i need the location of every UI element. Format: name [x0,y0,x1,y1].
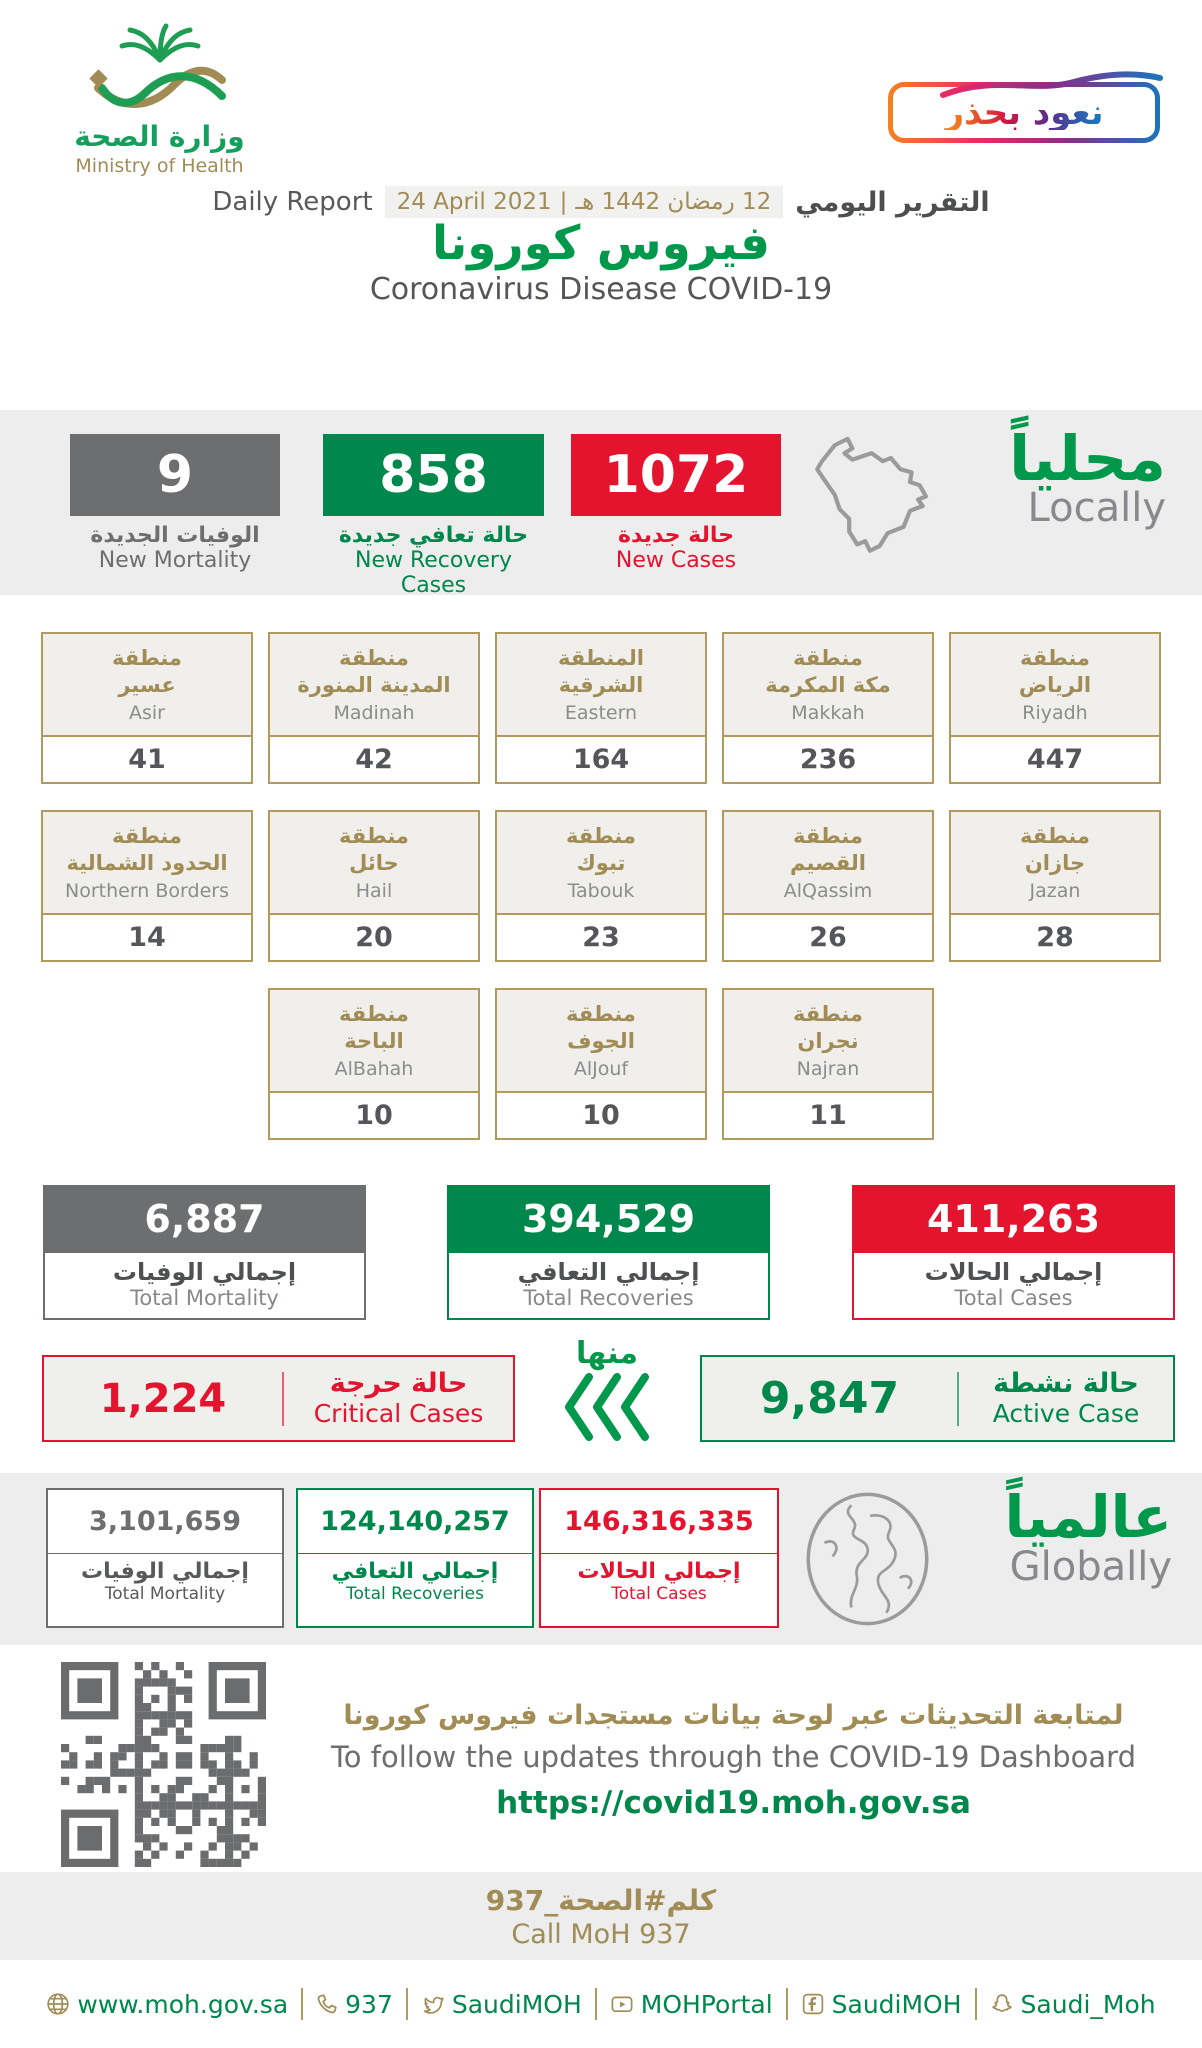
footer-separator [595,1988,597,2020]
globe-icon [46,1992,70,2016]
region-ar-line2: الجوف [567,1029,635,1053]
region-row-3 [0,988,1202,1140]
region-value: 447 [951,735,1159,782]
region-value: 26 [724,913,932,960]
region-ar-line1: منطقة [793,1001,863,1026]
region-en: AlJouf [573,1058,629,1081]
active-cases-label-ar: حالة نشطة [993,1368,1139,1400]
moh-logo [52,22,267,177]
new-recoveries-label-ar: حالة تعافي جديدة [338,523,529,548]
region-value: 10 [270,1091,478,1138]
footer-separator [975,1988,977,2020]
footer-link-youtube[interactable] [610,1990,773,2019]
region-value: 10 [497,1091,705,1138]
footer-separator [786,1988,788,2020]
saudi-arabia-map-icon [798,418,958,590]
region-ar-line2: عسير [118,673,176,697]
region-card-tabouk [495,810,707,962]
footer-link-label: SaudiMOH [451,1989,582,2019]
region-ar-line2: الرياض [1018,673,1092,697]
footer-link-label: 937 [345,1989,393,2019]
footer-links [0,1960,1202,2048]
footer-link-label: www.moh.gov.sa [77,1989,289,2019]
region-ar-line1: منطقة [1020,823,1090,848]
region-card-makkah [722,632,934,784]
footer-separator [301,1988,303,2020]
critical-cases-value: 1,224 [99,1375,227,1422]
globally-heading [1004,1483,1172,1590]
call-moh-en: Call MoH 937 [511,1919,691,1950]
locally-heading-ar: محلياً [1009,422,1166,495]
globe-icon [800,1489,935,1633]
global-mortality-value: 3,101,659 [48,1490,282,1554]
total-recoveries-label-ar: إجمالي التعافي [517,1258,700,1286]
snapchat-icon [990,1992,1014,2016]
total-mortality-box [43,1185,366,1320]
region-en: Najran [796,1058,860,1081]
locally-heading [1009,422,1166,532]
critical-active-row [0,1336,1202,1452]
region-ar-line2: تبوك [576,851,626,875]
globally-section [0,1473,1202,1645]
region-card-jazan [949,810,1161,962]
phone-icon [316,1993,338,2015]
region-value: 236 [724,735,932,782]
region-card-aljouf [495,988,707,1140]
twitter-icon [421,1992,445,2016]
region-en: AlBahah [334,1058,414,1081]
footer-separator [406,1988,408,2020]
new-mortality-value: 9 [70,434,280,516]
dashboard-text-ar: لمتابعة التحديثات عبر لوحة بيانات مستجدات فيروس كورونا [343,1700,1124,1731]
new-recoveries-stat [323,434,544,599]
region-card-asir [41,632,253,784]
of-which-indicator [547,1336,667,1447]
global-cases-box [539,1488,779,1628]
region-value: 11 [724,1091,932,1138]
region-card-madinah [268,632,480,784]
critical-cases-label-en: Critical Cases [313,1398,484,1428]
region-ar-line2: مكة المكرمة [765,673,891,697]
region-card-riyadh [949,632,1161,784]
region-ar-line2: الشرقية [558,673,644,697]
region-en: Tabouk [567,880,635,903]
global-mortality-label-en: Total Mortality [104,1584,226,1604]
region-en: Asir [129,702,165,725]
report-date-hijri: 12 رمضان 1442 هـ [575,189,772,215]
global-mortality-box [46,1488,284,1628]
region-ar-line1: منطقة [793,645,863,670]
active-cases-box [700,1355,1175,1442]
footer-link-label: Saudi_Moh [1020,1989,1156,2019]
globally-heading-en: Globally [1009,1543,1172,1590]
region-value: 41 [43,735,251,782]
region-en: AlQassim [783,880,873,903]
new-cases-stat [571,434,781,573]
new-mortality-label-en: New Mortality [98,548,252,574]
dashboard-callout [295,1700,1172,1821]
region-ar-line1: منطقة [112,645,182,670]
footer-link-twitter[interactable] [421,1990,582,2019]
region-card-eastern [495,632,707,784]
region-en: Hail [355,880,393,903]
region-row-1 [0,632,1202,784]
total-cases-label-ar: إجمالي الحالات [924,1258,1103,1286]
total-cases-box [852,1185,1175,1320]
footer-link-website[interactable] [46,1990,288,2019]
page-title-english: Coronavirus Disease COVID-19 [369,272,833,307]
footer-link-snapchat[interactable] [990,1990,1156,2019]
region-ar-line1: منطقة [566,1001,636,1026]
report-date-separator: | [559,189,568,215]
footer-link-label: MOHPortal [640,1989,773,2019]
badge-swoosh-icon [939,69,1164,99]
of-which-label: منها [576,1336,638,1371]
region-card-hail [268,810,480,962]
region-value: 20 [270,913,478,960]
global-recoveries-value: 124,140,257 [298,1490,532,1554]
region-ar-line2: المدينة المنورة [297,673,451,697]
region-ar-line2: حائل [349,851,399,875]
region-value: 42 [270,735,478,782]
call-moh-ar: كلم#الصحة_937 [485,1884,717,1917]
critical-cases-box [42,1355,515,1442]
region-en: Jazan [1029,880,1081,903]
new-cases-label-en: New Cases [615,548,737,574]
global-recoveries-label-ar: إجمالي التعافي [331,1559,499,1584]
new-cases-value: 1072 [571,434,781,516]
total-mortality-label-ar: إجمالي الوفيات [112,1258,297,1286]
footer-link-label: SaudiMOH [831,1989,962,2019]
facebook-icon [801,1992,825,2016]
region-card-alqassim [722,810,934,962]
divider [957,1372,959,1426]
region-ar-line2: نجران [797,1029,859,1053]
region-row-2 [0,810,1202,962]
dashboard-url-link[interactable]: https://covid19.moh.gov.sa [496,1785,971,1821]
region-value: 28 [951,913,1159,960]
region-en: Riyadh [1022,702,1088,725]
total-recoveries-value: 394,529 [447,1185,770,1253]
report-date-chip [385,186,784,218]
region-ar-line1: منطقة [339,645,409,670]
critical-cases-label-ar: حالة حرجة [329,1368,468,1400]
return-with-caution-badge [888,82,1160,143]
region-value: 23 [497,913,705,960]
global-cases-label-en: Total Cases [611,1584,707,1604]
dashboard-text-en: To follow the updates through the COVID-19 Dashboard [331,1740,1136,1774]
report-date-gregorian: 24 April 2021 [396,189,552,215]
region-ar-line1: منطقة [339,1001,409,1026]
region-en: Eastern [564,702,638,725]
region-en: Makkah [791,702,865,725]
total-recoveries-label-en: Total Recoveries [523,1286,694,1310]
region-ar-line1: منطقة [339,823,409,848]
region-card-najran [722,988,934,1140]
active-cases-label-en: Active Case [992,1398,1140,1428]
global-recoveries-box [296,1488,534,1628]
region-card-albahah [268,988,480,1140]
footer-link-facebook[interactable] [801,1990,962,2019]
youtube-icon [610,1992,634,2016]
region-value: 14 [43,913,251,960]
total-mortality-value: 6,887 [43,1185,366,1253]
global-cases-label-ar: إجمالي الحالات [577,1559,741,1584]
total-cases-value: 411,263 [852,1185,1175,1253]
active-cases-value: 9,847 [759,1373,900,1424]
region-ar-line1: المنطقة [557,645,645,670]
region-en: Northern Borders [65,880,229,903]
region-ar-line1: منطقة [112,823,182,848]
region-ar-line2: الباحة [344,1029,404,1053]
new-cases-label-ar: حالة جديدة [618,523,734,548]
new-mortality-label-ar: الوفيات الجديدة [90,523,260,548]
region-ar-line1: منطقة [793,823,863,848]
page-title-arabic: فيروس كورونا [432,216,770,271]
badge-text: نعود بحذر [944,92,1104,133]
daily-report-label: Daily Report [212,187,373,217]
global-mortality-label-ar: إجمالي الوفيات [81,1559,249,1584]
footer-link-phone[interactable] [316,1990,393,2019]
logo-english-wordmark: Ministry of Health [75,155,244,177]
logo-arabic-wordmark: وزارة الصحة [74,120,245,153]
daily-report-label-arabic: التقرير اليومي [795,186,990,218]
total-recoveries-box [447,1185,770,1320]
global-cases-value: 146,316,335 [541,1490,777,1554]
total-mortality-label-en: Total Mortality [130,1286,279,1310]
region-ar-line2: الحدود الشمالية [66,851,228,875]
global-recoveries-label-en: Total Recoveries [346,1584,484,1604]
region-en: Madinah [333,702,415,725]
region-ar-line2: جازان [1024,851,1086,875]
report-title-line [0,186,1202,218]
region-card-northern-borders [41,810,253,962]
divider [282,1372,284,1426]
new-recoveries-value: 858 [323,434,544,516]
globally-heading-ar: عالمياً [1004,1483,1172,1551]
locally-heading-en: Locally [1027,485,1166,532]
region-ar-line2: القصيم [790,851,866,875]
region-value: 164 [497,735,705,782]
total-cases-label-en: Total Cases [954,1286,1073,1310]
region-ar-line1: منطقة [1020,645,1090,670]
call-moh-band [0,1872,1202,1960]
new-mortality-stat [70,434,280,573]
new-recoveries-label-en: New Recovery Cases [355,548,512,599]
qr-code [61,1662,266,1871]
region-ar-line1: منطقة [566,823,636,848]
locally-section [0,410,1202,599]
triple-chevron-left-icon [561,1371,653,1443]
